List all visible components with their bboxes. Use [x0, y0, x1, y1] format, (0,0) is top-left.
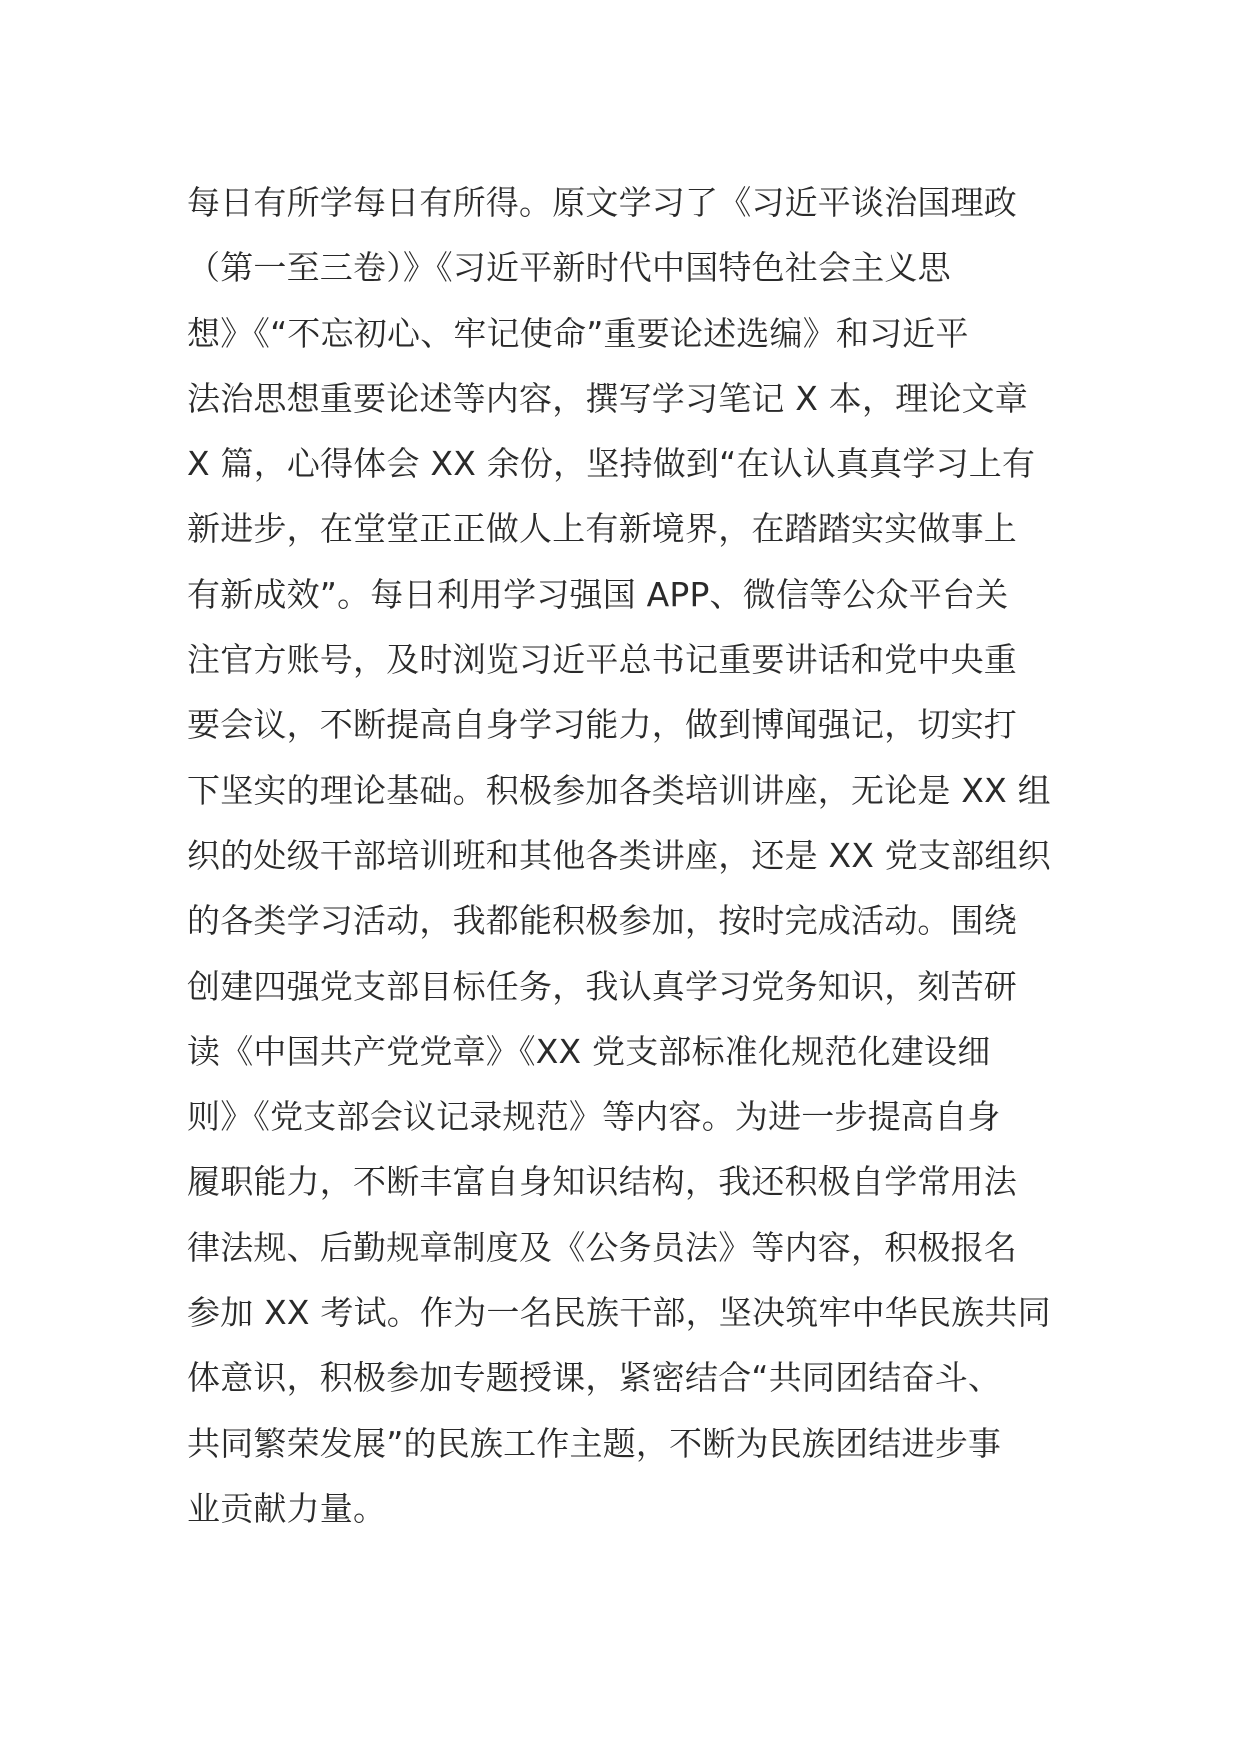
paragraph-line: 的各类学习活动，我都能积极参加，按时完成活动。围绕	[187, 901, 1017, 941]
paragraph-line: 织的处级干部培训班和其他各类讲座，还是 XX 党支部组织	[187, 835, 1051, 875]
paragraph-line: 律法规、后勤规章制度及《公务员法》等内容，积极报名	[187, 1227, 1017, 1267]
paragraph-line: 体意识，积极参加专题授课，紧密结合“共同团结奋斗、	[187, 1358, 1002, 1398]
body-paragraph	[187, 170, 1067, 1541]
paragraph-line: 法治思想重要论述等内容，撰写学习笔记 X 本，理论文章	[187, 378, 1028, 418]
paragraph-line: （第一至三卷）》《习近平新时代中国特色社会主义思	[187, 248, 951, 288]
paragraph-line: 读《中国共产党党章》《XX 党支部标准化规范化建设细	[187, 1031, 991, 1071]
paragraph-line: 想》《“不忘初心、牢记使命”重要论述选编》和习近平	[187, 313, 969, 353]
paragraph-line: 创建四强党支部目标任务，我认真学习党务知识，刻苦研	[187, 966, 1017, 1006]
paragraph-line: 下坚实的理论基础。积极参加各类培训讲座，无论是 XX 组	[187, 770, 1051, 810]
paragraph-line: 共同繁荣发展”的民族工作主题，不断为民族团结进步事	[187, 1423, 1002, 1463]
paragraph-line: 有新成效”。每日利用学习强国 APP、微信等公众平台关	[187, 574, 1009, 614]
paragraph-line: 要会议，不断提高自身学习能力，做到博闻强记，切实打	[187, 705, 1017, 745]
paragraph-line: 注官方账号，及时浏览习近平总书记重要讲话和党中央重	[187, 640, 1017, 680]
paragraph-line: X 篇，心得体会 XX 余份，坚持做到“在认认真真学习上有	[187, 444, 1036, 484]
paragraph-line: 业贡献力量。	[187, 1488, 387, 1528]
paragraph-line: 履职能力，不断丰富自身知识结构，我还积极自学常用法	[187, 1162, 1017, 1202]
paragraph-line: 参加 XX 考试。作为一名民族干部，坚决筑牢中华民族共同	[187, 1293, 1051, 1333]
paragraph-line: 则》《党支部会议记录规范》等内容。为进一步提高自身	[187, 1097, 1001, 1137]
paragraph-line: 新进步，在堂堂正正做人上有新境界，在踏踏实实做事上	[187, 509, 1017, 549]
paragraph-line: 每日有所学每日有所得。原文学习了《习近平谈治国理政	[187, 183, 1017, 222]
